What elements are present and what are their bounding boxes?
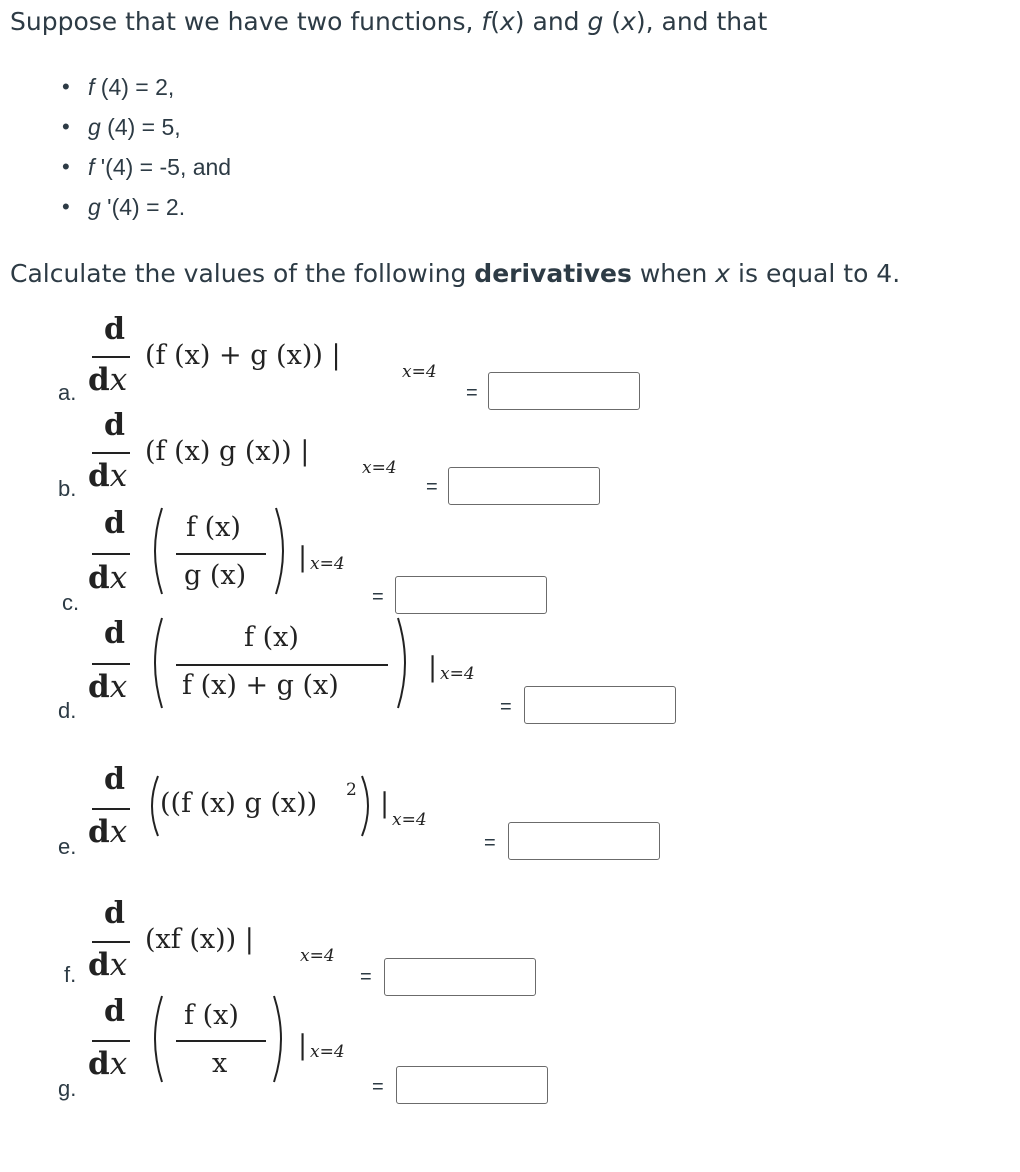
fraction-bar (92, 553, 130, 555)
given-item: • g (4) = 5, (62, 110, 231, 150)
expression: (f (x) + g (x)) | (145, 340, 341, 371)
evaluation-bar: | (380, 788, 390, 819)
derivative-dx: dx (88, 458, 128, 494)
fraction-bar (92, 356, 130, 358)
derivative-d: d (104, 616, 125, 651)
evaluation-bar: | (428, 652, 438, 683)
derivative-dx: dx (88, 669, 128, 705)
derivative-dx: dx (88, 1046, 128, 1082)
answer-input-b[interactable] (448, 467, 600, 505)
part-label: e. (58, 834, 77, 859)
answer-input-a[interactable] (488, 372, 640, 410)
part-label: f. (64, 962, 77, 987)
evaluation-subscript: x=4 (392, 810, 427, 830)
fraction-denominator: x (212, 1048, 228, 1079)
fraction-numerator: f (x) (184, 1000, 239, 1031)
answer-input-c[interactable] (395, 576, 547, 614)
fraction-bar (176, 553, 266, 555)
answer-input-g[interactable] (396, 1066, 548, 1104)
answer-input-f[interactable] (384, 958, 536, 996)
fraction-numerator: f (x) (186, 512, 241, 543)
expression: ((f (x) g (x)) (160, 788, 318, 819)
exponent: 2 (346, 780, 357, 800)
given-item: • g '(4) = 2. (62, 190, 231, 230)
equals-sign: = (466, 382, 478, 404)
derivative-dx: dx (88, 362, 128, 398)
fraction-bar (176, 1040, 266, 1042)
intro-text: Suppose that we have two functions, f(x) and g (x), and that (10, 7, 768, 36)
fraction-bar (92, 452, 130, 454)
evaluation-subscript: x=4 (300, 946, 335, 966)
expression: (xf (x)) | (145, 924, 254, 955)
fraction-denominator: f (x) + g (x) (182, 670, 339, 701)
fraction-bar (92, 941, 130, 943)
derivative-d: d (104, 896, 125, 931)
derivative-d: d (104, 312, 125, 347)
part-label: b. (58, 476, 77, 501)
equals-sign: = (360, 966, 372, 988)
evaluation-subscript: x=4 (310, 1042, 345, 1062)
derivative-d: d (104, 994, 125, 1029)
fraction-bar (92, 1040, 130, 1042)
right-paren (394, 616, 414, 710)
fraction-bar (176, 664, 388, 666)
given-item: • f '(4) = -5, and (62, 150, 231, 190)
part-label: d. (58, 698, 77, 723)
part-label: g. (58, 1076, 77, 1101)
derivative-d: d (104, 506, 125, 541)
derivative-d: d (104, 762, 125, 797)
fraction-numerator: f (x) (244, 622, 299, 653)
fraction-denominator: g (x) (184, 560, 247, 591)
fraction-bar (92, 808, 130, 810)
equals-sign: = (372, 586, 384, 608)
derivative-dx: dx (88, 947, 128, 983)
part-label: a. (58, 380, 77, 405)
right-paren (358, 774, 376, 838)
derivative-dx: dx (88, 560, 128, 596)
right-paren (270, 994, 290, 1084)
instruction-text: Calculate the values of the following derivatives when x is equal to 4. (10, 259, 901, 288)
part-label: c. (62, 590, 80, 615)
given-values-list (62, 70, 231, 230)
derivative-d: d (104, 408, 125, 443)
evaluation-subscript: x=4 (440, 664, 475, 684)
evaluation-bar: | (298, 542, 308, 573)
expression: (f (x) g (x)) | (145, 436, 310, 467)
left-paren (146, 994, 166, 1084)
right-paren (272, 506, 292, 596)
answer-input-e[interactable] (508, 822, 660, 860)
left-paren (146, 616, 166, 710)
given-item: • f (4) = 2, (62, 70, 231, 110)
evaluation-subscript: x=4 (402, 362, 437, 382)
evaluation-subscript: x=4 (310, 554, 345, 574)
derivative-dx: dx (88, 814, 128, 850)
equals-sign: = (426, 476, 438, 498)
fraction-bar (92, 663, 130, 665)
evaluation-bar: | (298, 1030, 308, 1061)
equals-sign: = (484, 832, 496, 854)
answer-input-d[interactable] (524, 686, 676, 724)
left-paren (146, 506, 166, 596)
equals-sign: = (500, 696, 512, 718)
evaluation-subscript: x=4 (362, 458, 397, 478)
equals-sign: = (372, 1076, 384, 1098)
